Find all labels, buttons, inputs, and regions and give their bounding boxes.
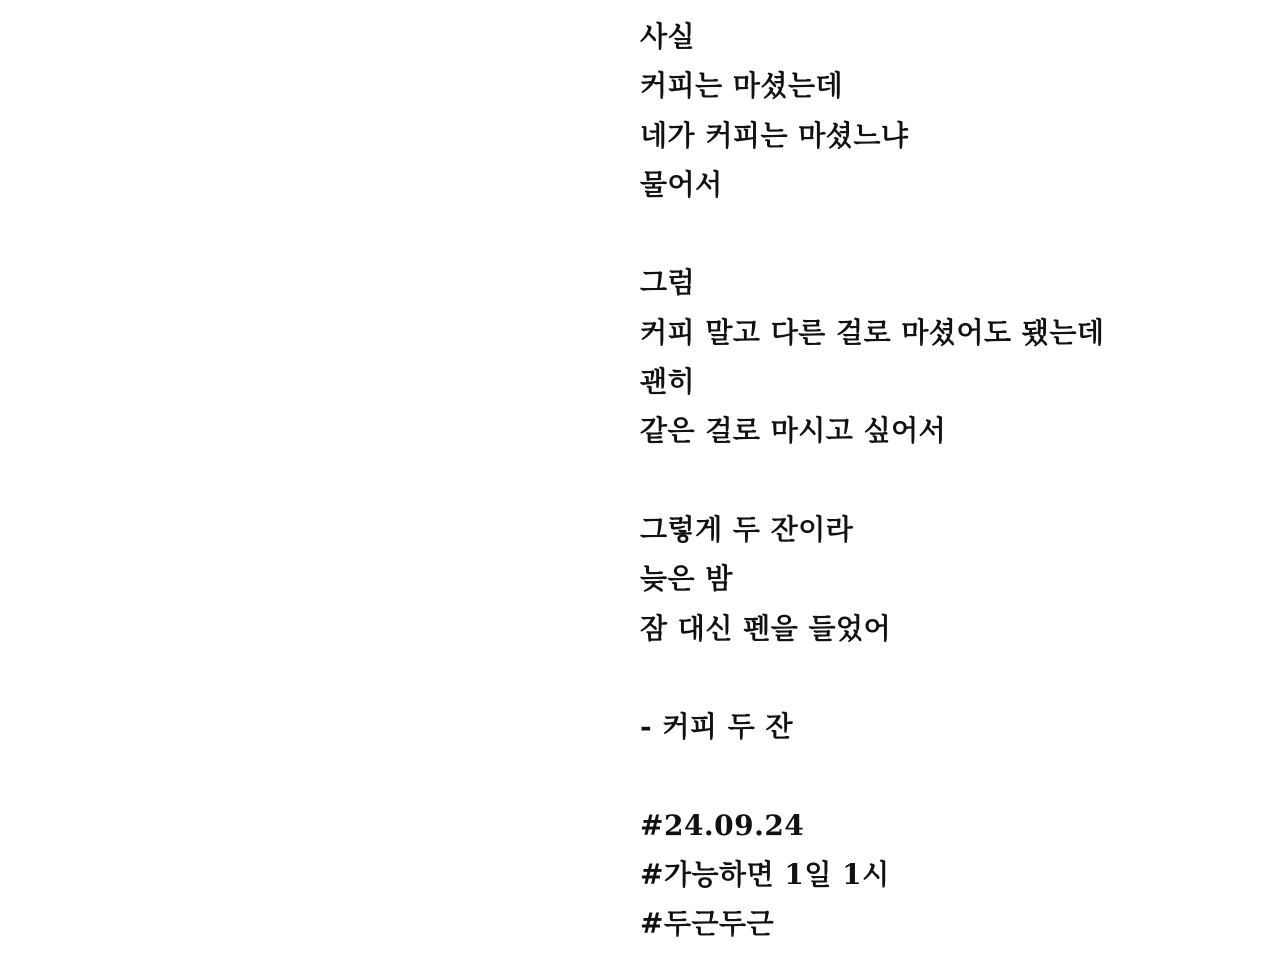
poem-line: 커피는 마셨는데: [640, 69, 844, 103]
stanza-break: [640, 653, 1260, 702]
stanza-break: [640, 751, 1260, 800]
poem-line: 물어서: [640, 167, 723, 201]
poem-signature: - 커피 두 잔: [640, 710, 794, 744]
poem-line: 늦은 밤: [640, 562, 733, 596]
stanza-2: [640, 258, 1260, 455]
poem-line: 커피 말고 다른 걸로 마셨어도 됐는데: [640, 315, 1105, 349]
hashtag-date: #24.09.24: [640, 808, 805, 842]
poem-line: 사실: [640, 20, 696, 53]
stanza-break: [640, 209, 1260, 258]
poem-line: 네가 커피는 마셨느냐: [640, 118, 909, 152]
hashtag-mood: #두근두근: [640, 907, 775, 941]
poem-line: 괜히: [640, 365, 696, 399]
poem: [640, 12, 1260, 949]
poem-line: 그럼: [640, 266, 696, 300]
poem-line: 잠 대신 펜을 들었어: [640, 611, 892, 645]
stanza-break: [640, 456, 1260, 505]
poem-line: 같은 걸로 마시고 싶어서: [640, 414, 947, 448]
hashtag-series: #가능하면 1일 1시: [640, 858, 890, 892]
poem-line: 그렇게 두 잔이라: [640, 512, 854, 546]
stanza-3: [640, 505, 1260, 653]
stanza-1: [640, 12, 1260, 209]
hashtag-list: [640, 801, 1260, 949]
